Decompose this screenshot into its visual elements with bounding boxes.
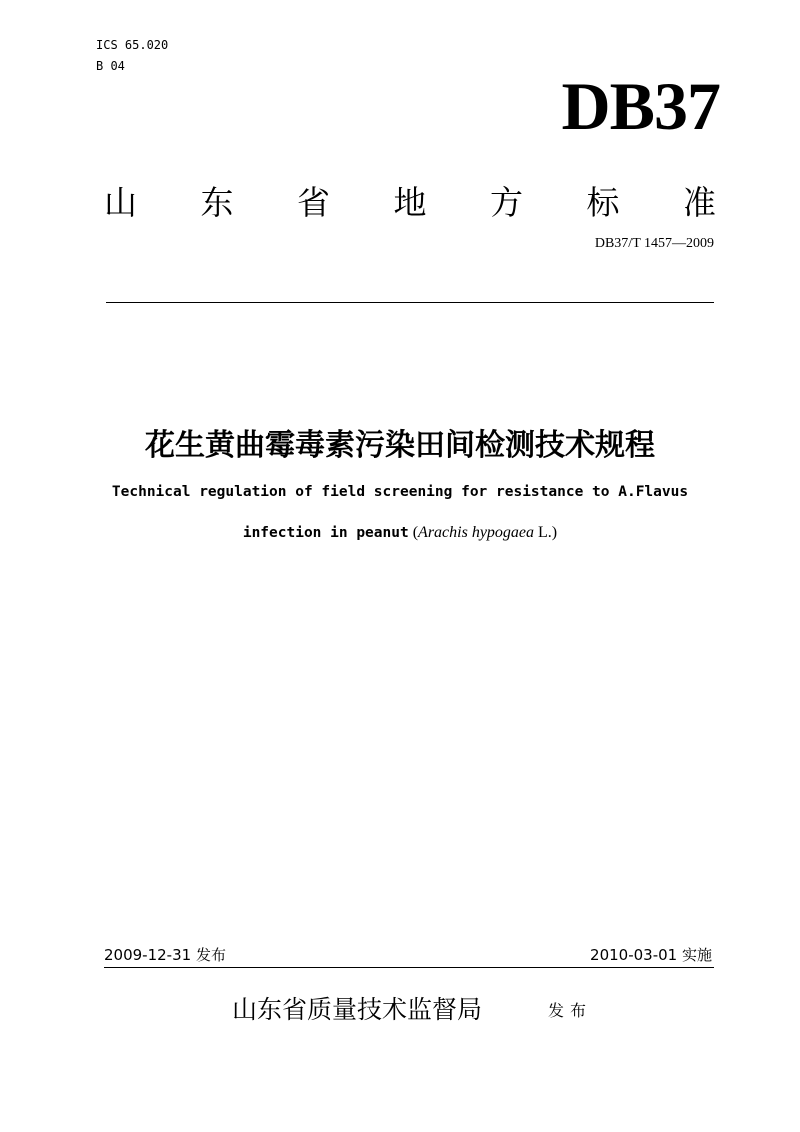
header-divider xyxy=(106,302,714,303)
issue-date: 2009-12-31 发布 xyxy=(104,946,226,964)
title-species-italic: Arachis hypogaea xyxy=(418,524,535,541)
standard-type-char: 地 xyxy=(393,183,427,222)
standard-type-char: 方 xyxy=(490,183,523,222)
classification-code: B 04 xyxy=(96,59,125,73)
title-english-line-1: Technical regulation of field screening for resistance to A.Flavus xyxy=(111,484,689,500)
issuer-suffix: 发布 xyxy=(548,1001,593,1020)
implement-date: 2010-03-01 实施 xyxy=(590,946,712,964)
title-open-paren: ( xyxy=(408,524,419,541)
db-mark: DB37 xyxy=(561,68,720,144)
standard-type-char: 东 xyxy=(200,183,234,222)
standard-type-char: 山 xyxy=(104,183,137,222)
footer-divider xyxy=(104,967,714,968)
title-english-bold: infection in peanut xyxy=(242,525,409,541)
ics-code: ICS 65.020 xyxy=(96,38,169,52)
standard-number: DB37/T 1457—2009 xyxy=(594,236,714,251)
title-english-line-2 xyxy=(0,524,800,542)
standard-type-char: 准 xyxy=(683,183,716,222)
standard-type-char: 标 xyxy=(586,183,620,222)
title-close-paren: L.) xyxy=(534,524,558,541)
title-chinese: 花生黄曲霉毒素污染田间检测技术规程 xyxy=(145,428,655,463)
standard-type-char: 省 xyxy=(297,183,330,222)
issuer-name: 山东省质量技术监督局 xyxy=(232,995,483,1024)
standard-type-heading xyxy=(104,183,716,222)
